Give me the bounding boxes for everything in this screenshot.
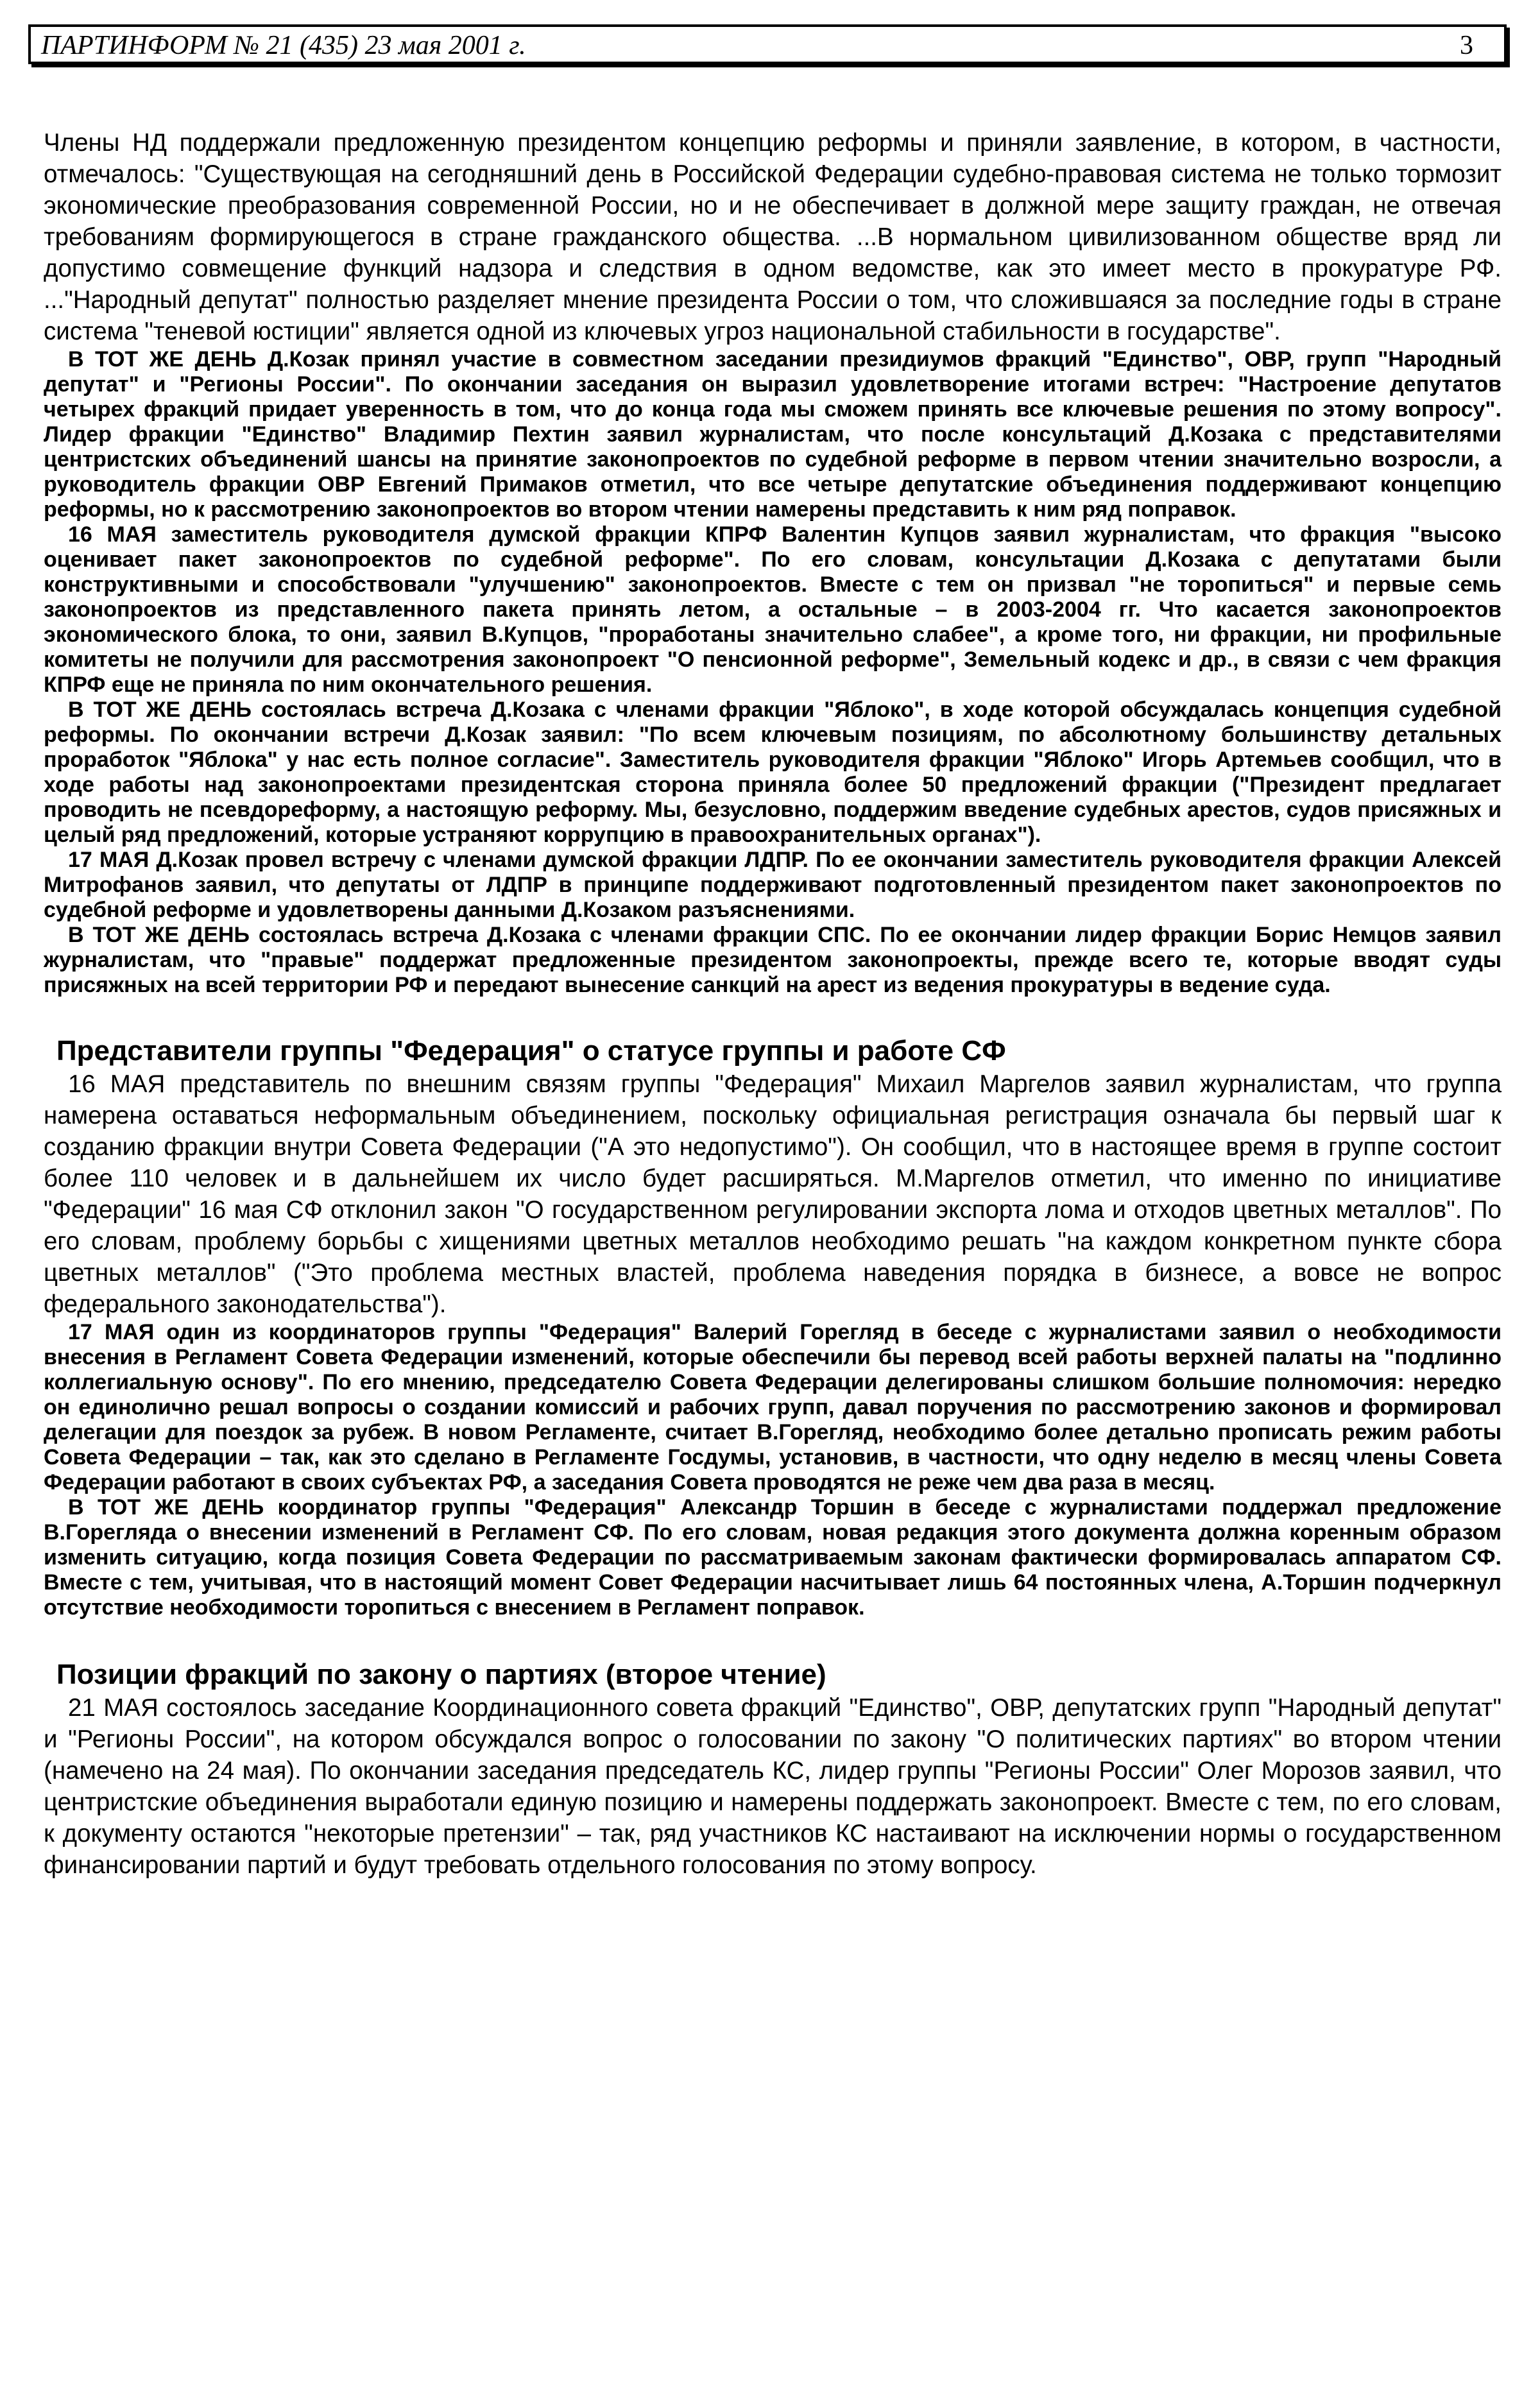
page-header: [28, 24, 1507, 64]
article-body: [44, 127, 1502, 1881]
paragraph-goreglyad: 17 МАЯ один из координаторов группы "Федерация" Валерий Горегляд в беседе с журналистами заявил о необходимости внесения в Регламент Совета Федерации изменений, которые обеспечили бы перевод всей работы верхней палаты на "подлинно коллегиальную основу". По его мнению, председателю Совета Федерации делегированы слишком большие полномочия: нередко он единолично решал вопросы о создании комиссий и рабочих групп, давал поручения по рассмотрению законов и формировал делегации для поездок за рубеж. В новом Регламенте, считает В.Горегляд, необходимо более детально прописать режим работы Совета Федерации – так, как это сделано в Регламенте Госдумы, установив, в частности, что одну неделю в месяц члены Совета Федерации работают в своих субъектах РФ, а заседания Совета проводятся не реже чем два раза в месяц.: [44, 1320, 1502, 1495]
paragraph-coordination-council: 21 МАЯ состоялось заседание Координационного совета фракций "Единство", ОВР, депутатских групп "Народный депутат" и "Регионы России", на котором обсуждался вопрос о голосовании по закону "О политических партиях" во втором чтении (намечено на 24 мая). По окончании заседания председатель КС, лидер группы "Регионы России" Олег Морозов заявил, что центристские объединения выработали единую позицию и намерены поддержать законопроект. Вместе с тем, по его словам, к документу остаются "некоторые претензии" – так, ряд участников КС настаивают на исключении нормы о государственном финансировании партий и будут требовать отдельного голосования по этому вопросу.: [44, 1694, 1502, 1879]
paragraph-ldpr: 17 МАЯ Д.Козак провел встречу с членами думской фракции ЛДПР. По ее окончании заместитель руководителя фракции Алексей Митрофанов заявил, что депутаты от ЛДПР в принципе поддерживают подготовленный президентом пакет законопроектов по судебной реформе и удовлетворены данными Д.Козаком разъяснениями.: [44, 848, 1502, 922]
page-number: 3: [1460, 31, 1473, 60]
publication-title: ПАРТИНФОРМ № 21 (435) 23 мая 2001 г.: [41, 31, 526, 60]
paragraph-margelov: 16 МАЯ представитель по внешним связям группы "Федерация" Михаил Маргелов заявил журналистам, что группа намерена оставаться неформальным объединением, поскольку официальная регистрация означала бы первый шаг к созданию фракции внутри Совета Федерации ("А это недопустимо"). Он сообщил, что в настоящее время в группе состоит более 110 человек и в дальнейшем их число будет расширяться. М.Маргелов отметил, что именно по инициативе "Федерации" 16 мая СФ отклонил закон "О государственном регулировании экспорта лома и отходов цветных металлов". По его словам, проблему борьбы с хищениями цветных металлов необходимо решать "на каждом конкретном пункте сбора цветных металлов" ("Это проблема местных властей, проблема наведения порядка в бизнесе, а вовсе не вопрос федерального законодательства").: [44, 1070, 1502, 1318]
section-heading-parties-law: Позиции фракций по закону о партиях (второе чтение): [56, 1659, 826, 1690]
paragraph-nd-statement: Члены НД поддержали предложенную президентом концепцию реформы и приняли заявление, в котором, в частности, отмечалось: "Существующая на сегодняшний день в Российской Федерации судебно-правовая система не только тормозит экономические преобразования современной России, но и не обеспечивает в должной мере защиту граждан, не отвечая требованиям формирующегося в стране гражданского общества. ...В нормальном цивилизованном обществе вряд ли допустимо совмещение функций надзора и следствия в одном ведомстве, как это имеет место в прокуратуре РФ. ..."Народный депутат" полностью разделяет мнение президента России о том, что сложившаяся за последние годы в стране система "теневой юстиции" является одной из ключевых угроз национальной стабильности в государстве".: [44, 129, 1502, 345]
paragraph-sps: В ТОТ ЖЕ ДЕНЬ состоялась встреча Д.Козака с членами фракции СПС. По ее окончании лидер фракции Борис Немцов заявил журналистам, что "правые" поддержат предложенные президентом законопроекты, прежде всего те, которые вводят суды присяжных на всей территории РФ и передают вынесение санкций на арест из ведения прокуратуры в ведение суда.: [44, 923, 1502, 997]
paragraph-yabloko: В ТОТ ЖЕ ДЕНЬ состоялась встреча Д.Козака с членами фракции "Яблоко", в ходе которой обсуждалась концепция судебной реформы. По окончании встречи Д.Козак заявил: "По всем ключевым позициям, по абсолютному большинству детальных проработок "Яблока" у нас есть полное согласие". Заместитель руководителя фракции "Яблоко" Игорь Артемьев сообщил, что в ходе работы над законопроектами президентская сторона приняла более 50 предложений фракции ("Президент предлагает проводить не псевдореформу, а настоящую реформу. Мы, безусловно, поддержим введение судебных арестов, судов присяжных и целый ряд предложений, которые устраняют коррупцию в правоохранительных органах").: [44, 698, 1502, 847]
paragraph-kuptsov: 16 МАЯ заместитель руководителя думской фракции КПРФ Валентин Купцов заявил журналистам, что фракция "высоко оценивает пакет законопроектов по судебной реформе". По его словам, консультации Д.Козака с депутатами были конструктивными и способствовали "улучшению" законопроектов. Вместе с тем он призвал "не торопиться" и первые семь законопроектов из представленного пакета принять летом, а остальные – в 2003-2004 гг. Что касается законопроектов экономического блока, то они, заявил В.Купцов, "проработаны значительно слабее", а кроме того, ни фракции, ни профильные комитеты не получили для рассмотрения законопроект "О пенсионной реформе", Земельный кодекс и др., в связи с чем фракция КПРФ еще не приняла по ним окончательного решения.: [44, 522, 1502, 697]
paragraph-torshin: В ТОТ ЖЕ ДЕНЬ координатор группы "Федерация" Александр Торшин в беседе с журналистами поддержал предложение В.Горегляда о внесении изменений в Регламент СФ. По его словам, новая редакция этого документа должна коренным образом изменить ситуацию, когда позиция Совета Федерации по рассматриваемым законам фактически формировалась аппаратом СФ. Вместе с тем, учитывая, что в настоящий момент Совет Федерации насчитывает лишь 64 постоянных члена, А.Торшин подчеркнул отсутствие необходимости торопиться с внесением в Регламент поправок.: [44, 1495, 1502, 1620]
paragraph-kozak-presidiums: В ТОТ ЖЕ ДЕНЬ Д.Козак принял участие в совместном заседании президиумов фракций "Единство", ОВР, групп "Народный депутат" и "Регионы России". По окончании заседания он выразил удовлетворение итогами встреч: "Настроение депутатов четырех фракций придает уверенность в том, что до конца года мы сможем принять все ключевые решения по этому вопросу". Лидер фракции "Единство" Владимир Пехтин заявил журналистам, что после консультаций Д.Козака с представителями центристских объединений шансы на принятие законопроектов по судебной реформе в первом чтении значительно возросли, а руководитель фракции ОВР Евгений Примаков отметил, что все четыре депутатские объединения поддерживают концепцию реформы, но к рассмотрению законопроектов во втором чтении намерены представить к ним ряд поправок.: [44, 347, 1502, 522]
section-heading-federation: Представители группы "Федерация" о статусе группы и работе СФ: [56, 1035, 1006, 1067]
